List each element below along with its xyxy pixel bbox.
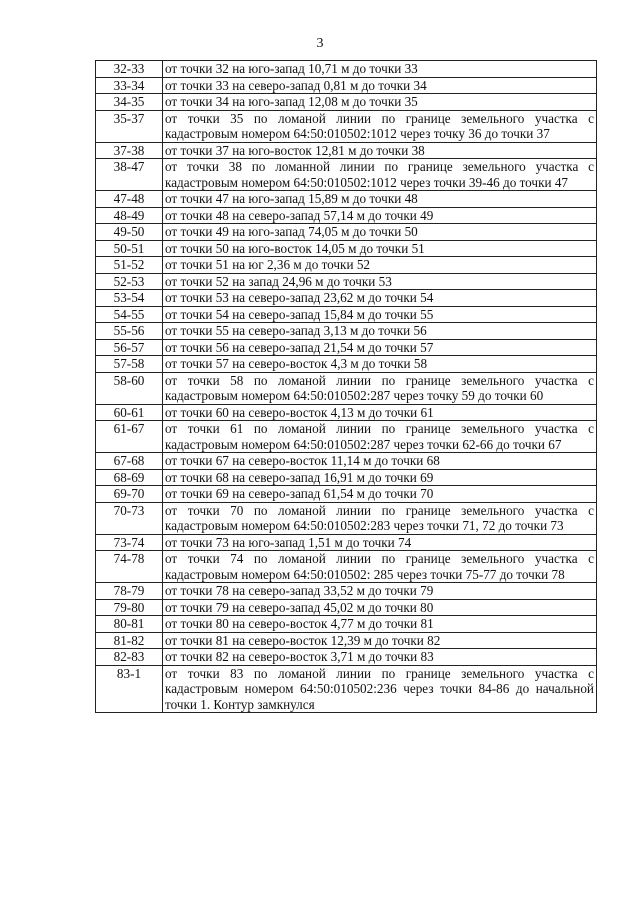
page-number: 3 bbox=[316, 36, 324, 51]
segment-cell: 70-73 bbox=[96, 502, 163, 534]
description-cell: от точки 52 на запад 24,96 м до точки 53 bbox=[163, 273, 597, 290]
table-row bbox=[96, 191, 597, 208]
description-cell: от точки 48 на северо-запад 57,14 м до точки 49 bbox=[163, 207, 597, 224]
segment-cell: 74-78 bbox=[96, 551, 163, 583]
table-row bbox=[96, 372, 597, 404]
description-cell: от точки 61 по ломаной линии по границе земельного участка с кадастровым номером 64:50:010502:287 через точки 62-66 до точки 67 bbox=[163, 421, 597, 453]
table-row bbox=[96, 421, 597, 453]
description-cell: от точки 80 на северо-восток 4,77 м до точки 81 bbox=[163, 616, 597, 633]
description-cell: от точки 83 по ломаной линии по границе земельного участка с кадастровым номером 64:50:010502:236 через точки 84-86 до начальной точки 1. Контур замкнулся bbox=[163, 665, 597, 713]
description-cell: от точки 53 на северо-запад 23,62 м до точки 54 bbox=[163, 290, 597, 307]
table-row bbox=[96, 453, 597, 470]
description-cell: от точки 56 на северо-запад 21,54 м до точки 57 bbox=[163, 339, 597, 356]
table-row bbox=[96, 273, 597, 290]
table-row bbox=[96, 534, 597, 551]
segment-cell: 55-56 bbox=[96, 323, 163, 340]
segment-cell: 37-38 bbox=[96, 142, 163, 159]
table-row bbox=[96, 257, 597, 274]
description-cell: от точки 78 на северо-запад 33,52 м до точки 79 bbox=[163, 583, 597, 600]
table-row bbox=[96, 486, 597, 503]
description-cell: от точки 57 на северо-восток 4,3 м до точки 58 bbox=[163, 356, 597, 373]
segment-cell: 78-79 bbox=[96, 583, 163, 600]
segment-cell: 79-80 bbox=[96, 599, 163, 616]
description-cell: от точки 60 на северо-восток 4,13 м до точки 61 bbox=[163, 404, 597, 421]
description-cell: от точки 73 на юго-запад 1,51 м до точки 74 bbox=[163, 534, 597, 551]
description-cell: от точки 58 по ломаной линии по границе земельного участка с кадастровым номером 64:50:010502:287 через точку 59 до точки 60 bbox=[163, 372, 597, 404]
segment-cell: 54-55 bbox=[96, 306, 163, 323]
description-cell: от точки 47 на юго-запад 15,89 м до точки 48 bbox=[163, 191, 597, 208]
table-row bbox=[96, 77, 597, 94]
description-cell: от точки 74 по ломаной линии по границе земельного участка с кадастровым номером 64:50:010502: 285 через точки 75-77 до точки 78 bbox=[163, 551, 597, 583]
segment-cell: 82-83 bbox=[96, 649, 163, 666]
segment-cell: 51-52 bbox=[96, 257, 163, 274]
table-row bbox=[96, 61, 597, 78]
table-row bbox=[96, 142, 597, 159]
segment-cell: 33-34 bbox=[96, 77, 163, 94]
description-cell: от точки 49 на юго-запад 74,05 м до точки 50 bbox=[163, 224, 597, 241]
segment-cell: 34-35 bbox=[96, 94, 163, 111]
boundary-table bbox=[95, 60, 597, 713]
description-cell: от точки 37 на юго-восток 12,81 м до точки 38 bbox=[163, 142, 597, 159]
table-row bbox=[96, 616, 597, 633]
description-cell: от точки 50 на юго-восток 14,05 м до точки 51 bbox=[163, 240, 597, 257]
segment-cell: 73-74 bbox=[96, 534, 163, 551]
segment-cell: 81-82 bbox=[96, 632, 163, 649]
segment-cell: 48-49 bbox=[96, 207, 163, 224]
description-cell: от точки 38 по ломанной линии по границе земельного участка с кадастровым номером 64:50:010502:1012 через точки 39-46 до точки 47 bbox=[163, 159, 597, 191]
segment-cell: 57-58 bbox=[96, 356, 163, 373]
segment-cell: 50-51 bbox=[96, 240, 163, 257]
table-row bbox=[96, 469, 597, 486]
segment-cell: 53-54 bbox=[96, 290, 163, 307]
segment-cell: 80-81 bbox=[96, 616, 163, 633]
table-row bbox=[96, 583, 597, 600]
table-row bbox=[96, 240, 597, 257]
table-row bbox=[96, 356, 597, 373]
description-cell: от точки 69 на северо-запад 61,54 м до точки 70 bbox=[163, 486, 597, 503]
segment-cell: 35-37 bbox=[96, 110, 163, 142]
table-row bbox=[96, 290, 597, 307]
segment-cell: 67-68 bbox=[96, 453, 163, 470]
description-cell: от точки 35 по ломаной линии по границе земельного участка с кадастровым номером 64:50:010502:1012 через точку 36 до точки 37 bbox=[163, 110, 597, 142]
table-row bbox=[96, 159, 597, 191]
segment-cell: 83-1 bbox=[96, 665, 163, 713]
table-row bbox=[96, 632, 597, 649]
description-cell: от точки 79 на северо-запад 45,02 м до точки 80 bbox=[163, 599, 597, 616]
table-row bbox=[96, 339, 597, 356]
description-cell: от точки 54 на северо-запад 15,84 м до точки 55 bbox=[163, 306, 597, 323]
table-row bbox=[96, 649, 597, 666]
table-row bbox=[96, 323, 597, 340]
description-cell: от точки 68 на северо-запад 16,91 м до точки 69 bbox=[163, 469, 597, 486]
table-row bbox=[96, 94, 597, 111]
segment-cell: 58-60 bbox=[96, 372, 163, 404]
description-cell: от точки 51 на юг 2,36 м до точки 52 bbox=[163, 257, 597, 274]
segment-cell: 56-57 bbox=[96, 339, 163, 356]
table-row bbox=[96, 207, 597, 224]
description-cell: от точки 34 на юго-запад 12,08 м до точки 35 bbox=[163, 94, 597, 111]
segment-cell: 38-47 bbox=[96, 159, 163, 191]
boundary-table-body bbox=[96, 61, 597, 713]
table-row bbox=[96, 502, 597, 534]
table-row bbox=[96, 224, 597, 241]
segment-cell: 52-53 bbox=[96, 273, 163, 290]
table-row bbox=[96, 404, 597, 421]
table-row bbox=[96, 665, 597, 713]
table-row bbox=[96, 110, 597, 142]
description-cell: от точки 82 на северо-восток 3,71 м до точки 83 bbox=[163, 649, 597, 666]
table-row bbox=[96, 306, 597, 323]
segment-cell: 69-70 bbox=[96, 486, 163, 503]
description-cell: от точки 70 по ломаной линии по границе земельного участка с кадастровым номером 64:50:010502:283 через точки 71, 72 до точки 73 bbox=[163, 502, 597, 534]
segment-cell: 68-69 bbox=[96, 469, 163, 486]
segment-cell: 60-61 bbox=[96, 404, 163, 421]
segment-cell: 49-50 bbox=[96, 224, 163, 241]
table-row bbox=[96, 599, 597, 616]
segment-cell: 32-33 bbox=[96, 61, 163, 78]
description-cell: от точки 32 на юго-запад 10,71 м до точки 33 bbox=[163, 61, 597, 78]
segment-cell: 61-67 bbox=[96, 421, 163, 453]
description-cell: от точки 55 на северо-запад 3,13 м до точки 56 bbox=[163, 323, 597, 340]
segment-cell: 47-48 bbox=[96, 191, 163, 208]
description-cell: от точки 67 на северо-восток 11,14 м до точки 68 bbox=[163, 453, 597, 470]
table-row bbox=[96, 551, 597, 583]
description-cell: от точки 33 на северо-запад 0,81 м до точки 34 bbox=[163, 77, 597, 94]
description-cell: от точки 81 на северо-восток 12,39 м до точки 82 bbox=[163, 632, 597, 649]
